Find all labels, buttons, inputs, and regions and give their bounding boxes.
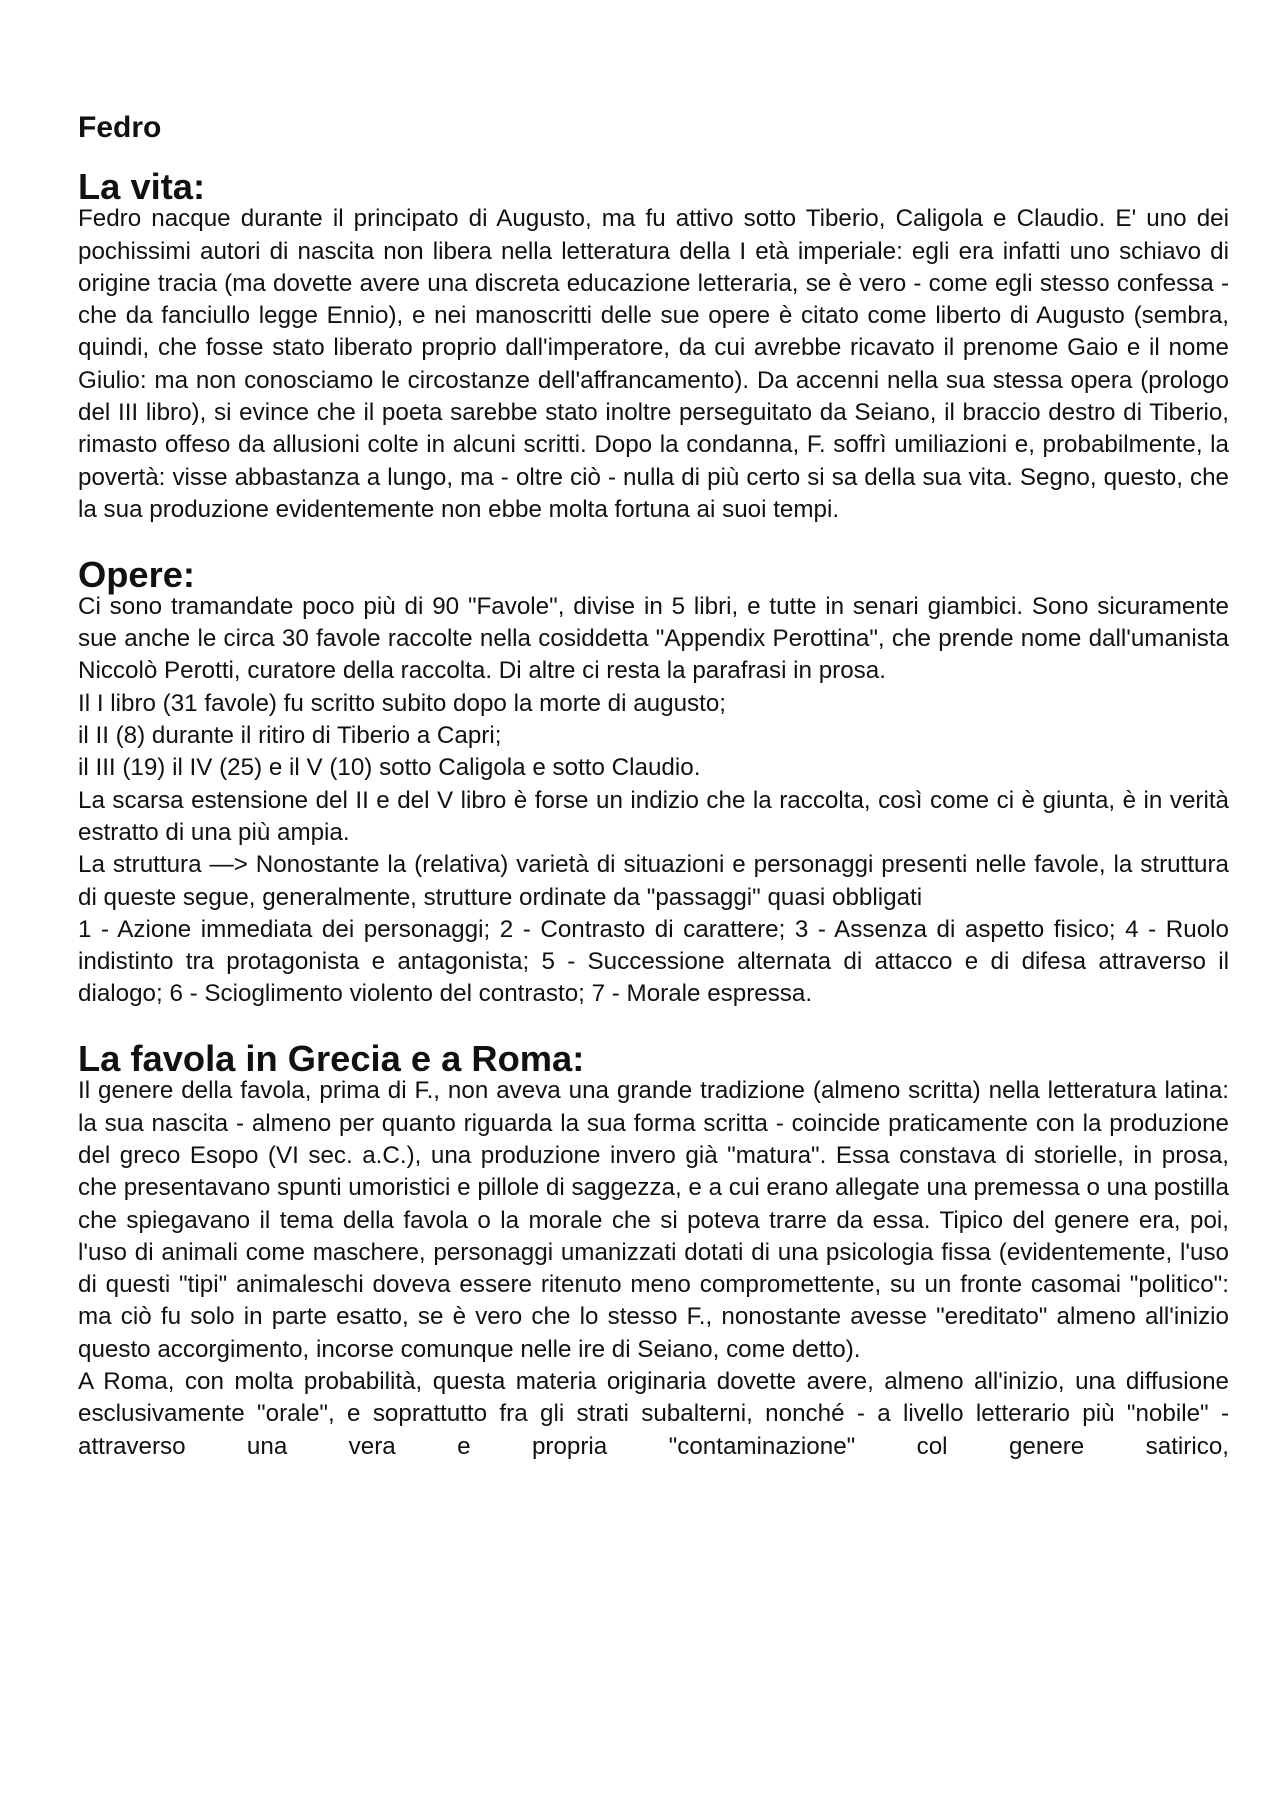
paragraph-estensione: La scarsa estensione del II e del V libro è forse un indizio che la raccolta, così come ci è giunta, è in verità estratto di una più ampia.: [78, 786, 1229, 846]
document-title: Fedro: [78, 111, 162, 144]
section-heading-la-vita: La vita:: [78, 166, 206, 207]
paragraph-vita: Fedro nacque durante il principato di Augusto, ma fu attivo sotto Tiberio, Caligola e Claudio. E' uno dei pochissimi autori di nascita non libera nella letteratura della I età imperiale: egli era infatti uno schiavo di origine tracia (ma dovette avere una discreta educazione letteraria, se è vero - come egli stesso confessa - che da fanciullo legge Ennio), e nei manoscritti delle sue opere è citato come liberto di Augusto (sembra, quindi, che fosse stato liberato proprio dall'imperatore, da cui avrebbe ricavato il prenome Gaio e il nome Giulio: ma non conosciamo le circostanze dell'affrancamento). Da accenni nella sua stessa opera (prologo del III libro), si evince che il poeta sarebbe stato inoltre perseguitato da Seiano, il braccio destro di Tiberio, rimasto offeso da allusioni colte in alcuni scritti. Dopo la condanna, F. soffrì umiliazioni e, probabilmente, la povertà: visse abbastanza a lungo, ma - oltre ciò - nulla di più certo si sa della sua vita. Segno, questo, che la sua produzione evidentemente non ebbe molta fortuna ai suoi tempi.: [78, 205, 1229, 523]
paragraph-favola-grecia: Il genere della favola, prima di F., non aveva una grande tradizione (almeno scritta) nella letteratura latina: la sua nascita - almeno per quanto riguarda la sua forma scritta - coincide praticamente con la produzione del greco Esopo (VI sec. a.C.), una produzione invero già "matura". Essa constava di storielle, in prosa, che presentavano spunti umoristici e pillole di saggezza, e a cui erano allegate una premessa o una postilla che spiegavano il tema della favola o la morale che si poteva trarre da essa. Tipico del genere era, poi, l'uso di animali come maschere, personaggi umanizzati dotati di una psicologia fissa (evidentemente, l'uso di questi "tipi" animaleschi doveva essere ritenuto meno compromettente, su un fronte casomai "politico": ma ciò fu solo in parte esatto, se è vero che lo stesso F., nonostante avesse "ereditato" almeno all'inizio questo accorgimento, incorse comunque nelle ire di Seiano, come detto).: [78, 1077, 1229, 1363]
line-libro-2: il II (8) durante il ritiro di Tiberio a Capri;: [78, 722, 502, 750]
section-favola-grecia-roma: [78, 1038, 1229, 1463]
line-libro-1: Il I libro (31 favole) fu scritto subito dopo la morte di augusto;: [78, 689, 727, 717]
document-page: [78, 108, 1229, 1463]
line-libri-3-4-5: il III (19) il IV (25) e il V (10) sotto Caligola e sotto Claudio.: [78, 754, 701, 782]
section-spacer: [78, 526, 1229, 558]
section-heading-opere: Opere:: [78, 553, 195, 595]
paragraph-passaggi: 1 - Azione immediata dei personaggi; 2 - Contrasto di carattere; 3 - Assenza di aspetto fisico; 4 - Ruolo indistinto tra protagonista e antagonista; 5 - Successione alternata di attacco e di difesa attraverso il dialogo; 6 - Scioglimento violento del contrasto; 7 - Morale espressa.: [78, 915, 1229, 1008]
section-heading-favola: La favola in Grecia e a Roma:: [78, 1038, 585, 1080]
section-opere: [78, 553, 1229, 1011]
paragraph-struttura: La struttura —> Nonostante la (relativa) varietà di situazioni e personaggi presenti nelle favole, la struttura di queste segue, generalmente, strutture ordinate da "passaggi" quasi obbligati: [78, 851, 1229, 911]
paragraph-opere-intro: Ci sono tramandate poco più di 90 "Favole", divise in 5 libri, e tutte in senari giambici. Sono sicuramente sue anche le circa 30 favole raccolte nella cosiddetta "Appendix Perottina", che prende nome dall'umanista Niccolò Perotti, curatore della raccolta. Di altre ci resta la parafrasi in prosa.: [78, 592, 1229, 685]
section-la-vita: [78, 166, 1229, 526]
paragraph-favola-roma: A Roma, con molta probabilità, questa materia originaria dovette avere, almeno all'inizio, una diffusione esclusivamente "orale", e soprattutto fra gli strati subalterni, nonché - a livello letterario più "nobile" - attraverso una vera e propria "contaminazione" col genere satirico,: [78, 1367, 1229, 1460]
